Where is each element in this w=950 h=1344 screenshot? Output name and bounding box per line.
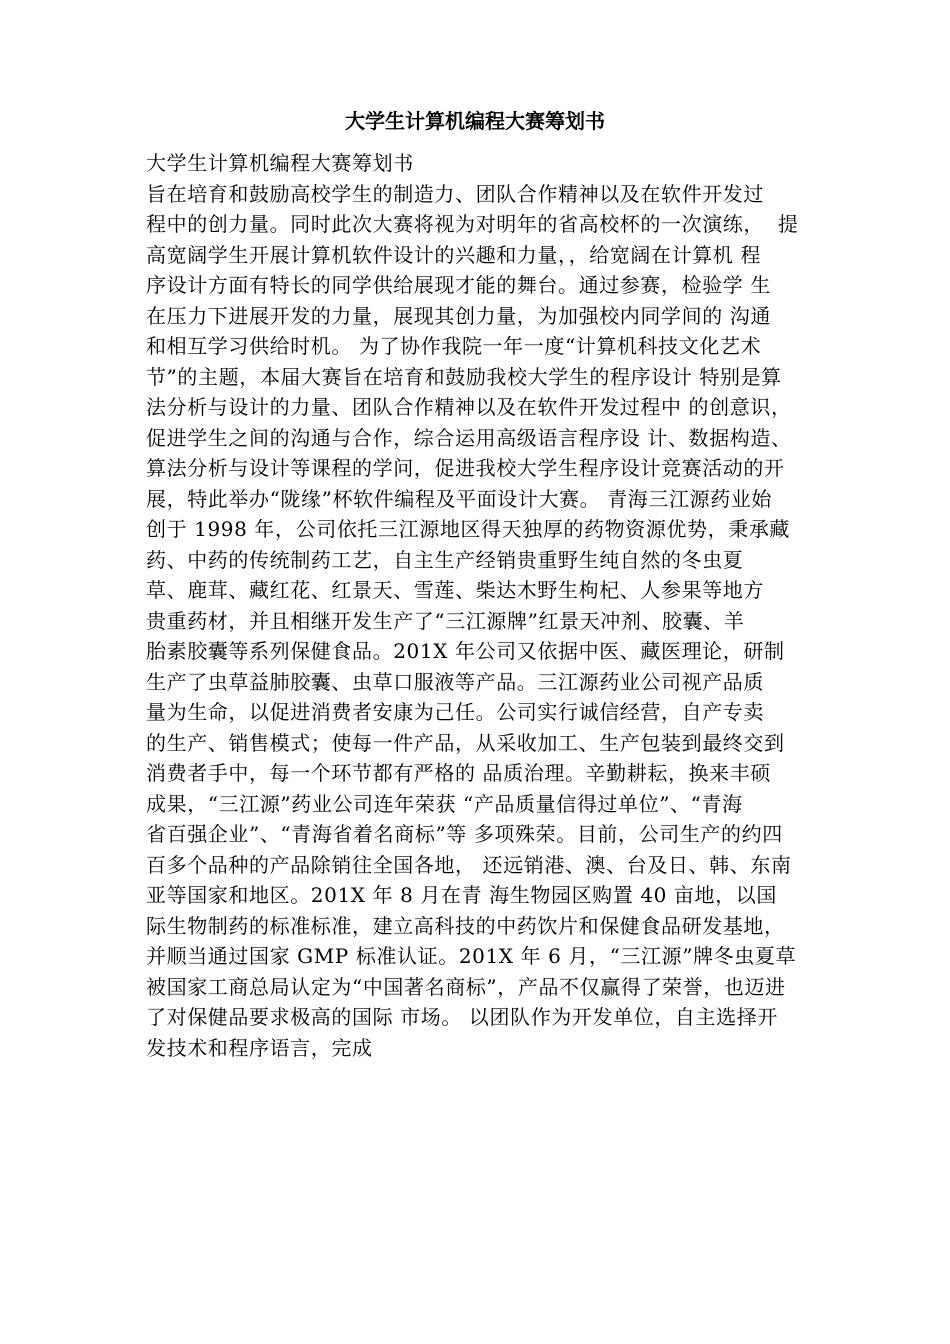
text-line: 在压力下进展开发的力量，展现其创力量，为加强校内同学间的 沟通 — [146, 303, 771, 328]
page-title: 大学生计算机编程大赛筹划书 — [345, 109, 605, 133]
text-line: 草、鹿茸、藏红花、红景天、雪莲、柴达木野生枸杞、人参果等地方 — [146, 578, 764, 602]
text-line: 百多个品种的产品除销往全国各地， 还远销港、澳、台及日、韩、东南 — [146, 852, 792, 877]
text-line: 序设计方面有特长的同学供给展现才能的舞台。通过参赛，检验学 生 — [146, 273, 771, 297]
text-line: 省百强企业”、“青海省着名商标”等 多项殊荣。目前，公司生产的约四 — [146, 822, 783, 846]
text-line: 际生物制药的标准标准，建立高科技的中药饮片和保健食品研发基地， — [146, 913, 785, 938]
text-line: 并顺当通过国家 GMP 标准认证。201X 年 6 月，“三江源”牌冬虫夏草 — [146, 944, 797, 968]
text-line: 的生产、销售模式；使每一件产品，从采收加工、生产包装到最终交到 — [146, 730, 785, 755]
text-line: 展，特此举办“陇缘”杯软件编程及平面设计大赛。 青海三江源药业始 — [146, 486, 773, 511]
text-line: 高宽阔学生开展计算机软件设计的兴趣和力量，，给宽阔在计算机 程 — [146, 242, 761, 267]
text-line: 法分析与设计的力量、团队合作精神以及在软件开发过程中 的创意识， — [146, 395, 792, 419]
text-line: 药、中药的传统制药工艺，自主生产经销贵重野生纯自然的冬虫夏 — [146, 547, 744, 572]
text-line: 旨在培育和鼓励高校学生的制造力、团队合作精神以及在软件开发过 — [146, 181, 764, 206]
text-line: 程中的创力量。同时此次大赛将视为对明年的省高校杯的一次演练， 提 — [146, 212, 799, 236]
text-line: 了对保健品要求极高的国际 市场。 以团队作为开发单位，自主选择开 — [146, 1005, 778, 1029]
text-line: 发技术和程序语言，完成 — [146, 1035, 373, 1060]
text-line: 胎素胶囊等系列保健食品。201X 年公司又依据中医、藏医理论，研制 — [146, 639, 785, 663]
text-line: 生产了虫草益肺胶囊、虫草口服液等产品。三江源药业公司视产品质 — [146, 669, 764, 694]
text-line: 被国家工商总局认定为“中国著名商标”，产品不仅赢得了荣誉，也迈进 — [146, 974, 786, 999]
text-line: 大学生计算机编程大赛筹划书 — [146, 151, 414, 175]
text-line: 贵重药材，并且相继开发生产了“三江源牌”红景天冲剂、胶囊、羊 — [146, 608, 745, 633]
text-line: 亚等国家和地区。201X 年 8 月在青 海生物园区购置 40 亩地，以国 — [146, 883, 777, 907]
text-line: 量为生命，以促进消费者安康为己任。公司实行诚信经营，自产专卖 — [146, 700, 764, 724]
text-line: 消费者手中，每一个环节都有严格的 品质治理。辛勤耕耘，换来丰硕 — [146, 761, 771, 785]
text-line: 算法分析与设计等课程的学问，促进我校大学生程序设计竞赛活动的开 — [146, 456, 785, 480]
text-line: 创于 1998 年，公司依托三江源地区得天独厚的药物资源优势，秉承藏 — [146, 517, 791, 541]
text-line: 促进学生之间的沟通与合作，综合运用高级语言程序设 计、数据构造、 — [146, 425, 792, 450]
text-line: 节”的主题，本届大赛旨在培育和鼓励我校大学生的程序设计 特别是算 — [146, 364, 782, 389]
body-text — [146, 148, 836, 1063]
text-line: 成果，“三江源”药业公司连年荣获 “产品质量信得过单位”、“青海 — [146, 791, 743, 816]
text-line: 和相互学习供给时机。 为了协作我院一年一度“计算机科技文化艺术 — [146, 334, 762, 358]
